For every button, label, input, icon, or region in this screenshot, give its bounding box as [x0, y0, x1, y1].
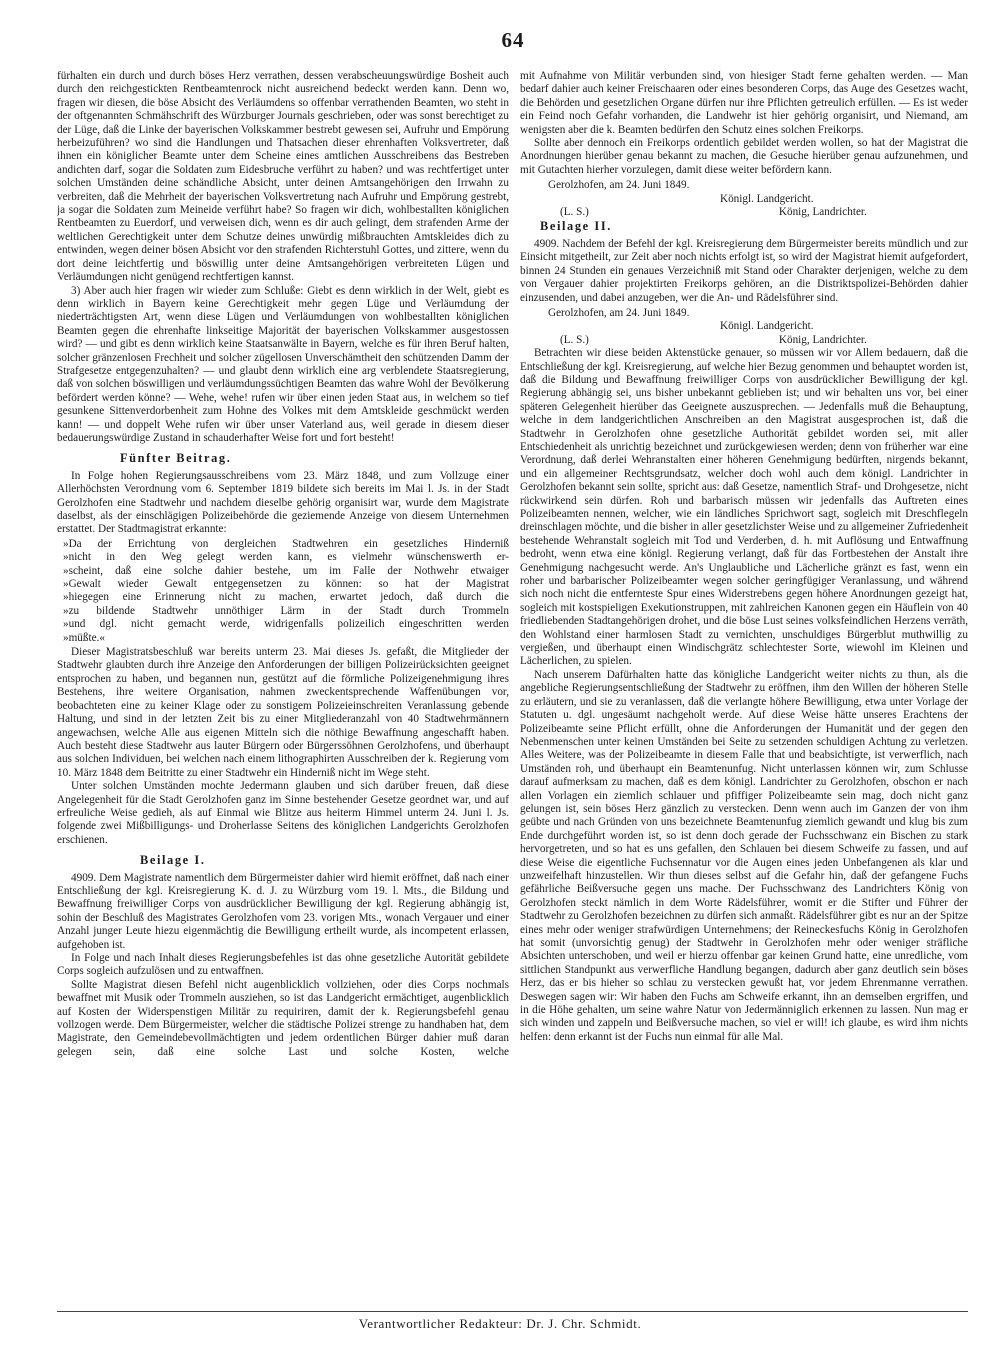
page-number: 64: [501, 28, 525, 52]
section-heading: Beilage II.: [540, 219, 612, 234]
article-paragraph: Betrachten wir diese beiden Aktenstücke genauer, so müssen wir vor Allem bedauern, daß die Entschließung der kgl. Kreisregierung, auf welche hier Bezug genommen und behauptet worden ist, daß die Bildung und Bewaffnung freiwilliger Corps von ausdrücklicher Bewilligung der kgl. Regierung abhängig sei, uns bisher unbekannt geblieben ist; und wir behalten uns vor, bei einer späteren Gelegenheit hierüber das Geeignete auszusprechen. — Jedenfalls muß die Behauptung, welche in dem landgerichtlichen Anschreiben an den Magistrat ausgesprochen ist, daß die Stadtwehr in Gerolzhofen ohne gesetzliche Authorität gebildet worden sei, mit aller Entschiedenheit als unrichtig bezeichnet und zurückgewiesen werden; denn von früherher war eine Verordnung, daß derlei Wehranstalten einer höheren Genehmigung bedürften, nirgends bekannt, und ein allgemeiner Rechtsgrundsatz, welcher doch wohl auch dem königl. Landrichter in Gerolzhofen bekannt sein sollte, spricht aus: daß Gesetze, namentlich Straf- und Drohgesetze, nicht rückwirkend sein dürfen. Roh und barbarisch müssen wir jedenfalls das Auftreten eines Polizeibeamten nennen, welcher, wie ein ländliches Sprichwort sagt, sogleich mit Dreschflegeln dreinschlagen möchte, und die bisher in aller gesetzlichster Weise und zu allgemeiner Zufriedenheit bestehende Wehranstalt sogleich mit Tod und Verderben, d. h. mit Auflösung und Entwaffnung bedroht, wenn etwa eine königl. Regierung verlangt, daß für das Fortbestehen der Anstalt ihre Genehmigung nachgesucht werde. An's Unglaubliche und Lächerliche gränzt es fast, wenn ein roher und barbarischer Polizeibeamter wegen solcher geringfügiger Veranlassung, und während sich noch nicht die entfernteste Spur eines Widerstrebens gegen höhere Anordnungen gezeigt hat, sogleich mit kostspieligen Exekutionstruppen, mit zahlreichen Kanonen gegen ein Häuflein von 40 friedliebenden Stadtangehörigen drohet, und die böse Lust seines volksfeindlichen Herzens verräth, den Wohlstand einer harmlosen Stadt zu vernichten, unschuldiges Bürgerblut muthwillig zu vergießen, und überhaupt einen Windischgrätz schlechtester Sorte, wiewohl im Kleinen und Lächerlichen, zu spielen.: [520, 347, 968, 668]
seal-mark: (L. S.): [560, 206, 589, 219]
section-heading: Fünfter Beitrag.: [120, 451, 232, 466]
signer-name: König, Landrichter.: [778, 333, 867, 346]
signature-row: [520, 334, 968, 347]
article-paragraph: In Folge hohen Regierungsausschreibens vom 23. März 1848, und zum Vollzuge einer Allerhöchsten Verordnung vom 6. September 1819 bildete sich bereits im Mai l. Js. in der Stadt Gerolzhofen eine Stadtwehr und nachdem dieselbe gehörig organisirt war, wurde dem Magistrate daselbst, als der einschlägigen Polizeibehörde die geziemende Anzeige von diesem Unternehmen erstattet. Der Stadtmagistrat erkannte:: [57, 469, 509, 536]
quote-line: »Da der Errichtung von dergleichen Stadtwehren ein gesetzliches Hinderniß: [63, 537, 509, 550]
signature-place-date: Gerolzhofen, am 24. Juni 1849.: [548, 179, 690, 192]
section-heading: Beilage I.: [140, 853, 206, 868]
article-paragraph: Sollte Magistrat diesen Befehl nicht augenblicklich vollziehen, oder dies Corps nochmals bewaffnet mit Musik oder Trommeln ausziehen, so ist das Landgericht ermächtiget, augenblicklich auf Kosten der Widerspenstigen Militär zu requiriren, damit der k. Regierungsbefehl genau vollzogen werde. Dem Bürgermeister, welcher die städtische Polizei strenge zu handhaben hat, dem Magistrate, den Gemeindebevollmächtigten und jedem ordentlichen Bürger dahier muß daran gelegen sein, daß eine solche Last und solche Kosten, welche: [57, 978, 509, 1058]
article-paragraph: Sollte aber dennoch ein Freikorps ordentlich gebildet werden wollen, so hat der Magistrat die Anordnungen hierüber genau bekannt zu machen, die Gesuche hierüber genau aufzunehmen, und mit Gutachten hierher vorzulegen, damit diese weiter befördern kann.: [520, 137, 968, 176]
signature-place-date: Gerolzhofen, am 24. Juni 1849.: [548, 306, 690, 319]
footer-rule: [57, 1311, 968, 1312]
article-paragraph: Unter solchen Umständen mochte Jedermann glauben und sich darüber freuen, daß diese Angelegenheit für die Stadt Gerolzhofen ganz im Sinne bestehender Gesetze geordnet war, und auf erfreuliche Weise gedieh, als auf Einmal wie Blitze aus heiterm Himmel unterm 24. Juni l. Js. folgende zwei Mißbilligungs- und Droherlasse Seitens des königlichen Landgerichts Gerolzhofen erschienen.: [57, 780, 509, 846]
quote-line: »Gewalt wieder Gewalt entgegensetzen zu können: so hat der Magistrat: [63, 578, 509, 591]
quote-line: »müßte.«: [63, 631, 105, 644]
left-column: [57, 70, 509, 1306]
right-column: [520, 70, 968, 1306]
article-paragraph: In Folge und nach Inhalt dieses Regierungsbefehles ist das ohne gesetzliche Autorität gebildete Corps sogleich aufzulösen und zu entwaffnen.: [57, 952, 509, 978]
signer-name: König, Landrichter.: [778, 206, 867, 219]
quote-line: »zu bildende Stadtwehr unnöthiger Lärm in der Stadt durch Trommeln: [63, 604, 509, 617]
quote-line: »scheint, daß eine solche dahier bestehe, um im Falle der Nothwehr etwaiger: [63, 564, 509, 577]
quote-line: »nicht in den Weg gelegt werden kann, es vielmehr wünschenswerth er-: [63, 551, 509, 564]
quote-line: »und dgl. nicht gemacht werde, widrigenfalls polizeilich eingeschritten werden: [63, 618, 509, 631]
signature-row: [520, 206, 968, 219]
signature-court: Königl. Landgericht.: [720, 320, 814, 333]
signature-court: Königl. Landgericht.: [720, 192, 814, 205]
article-paragraph: Nach unserem Dafürhalten hatte das königliche Landgericht weiter nichts zu thun, als die angebliche Regierungsentschließung der Stadtwehr zu eröffnen, ihm den Willen der höheren Stelle zu erläutern, und sie zu veranlassen, daß die verlangte höhere Bewilligung, etwa unter Vorlage der Statuten u. dgl. ungesäumt nachgeholt werde. Auf diese Weise hätte unseres Erachtens der Polizeibeamte seine Pflicht erfüllt, ohne die Anforderungen der Humanität und der gegen den Nebenmenschen unter keinen Umständen bei Seite zu setzenden schuldigen Achtung zu verletzen. Alles Weitere, was der Polizeibeamte in diesem Falle that und beabsichtigte, ist verwerflich, nach Umständen roh, und überhaupt ein Beamtenunfug. Nicht unterlassen können wir, zum Schlusse darauf aufmerksam zu machen, daß es dem königl. Landrichter zu Gerolzhofen, obschon er nach allen Vorlagen ein ziemlich schlauer und pfiffiger Polizeibeamte sein mag, doch nicht ganz gelungen ist, sein böses Herz gänzlich zu verstecken. Denn wenn auch im Ganzen der von ihm geübte und nach Gründen von uns bezeichnete Beamtenunfug ziemlich gewandt und klug bis zum Ende durchgeführt worden ist, so ist denn doch gerade der Fuchsschwanz ein Bischen zu stark hervorgetreten, und so hat es uns gefallen, den Schlauen bei diesem Schweife zu fassen, und auf diese Weise die eigentliche Fuchsennatur vor die Augen eines jeden Unbefangenen als klar und unzweifelhaft hinzustellen. Wir thun dieses selbst auf die Gefahr hin, daß der gefangene Fuchs gefährliche Beißversuche gegen uns mache. Der Fuchsschwanz des Landrichters König von Gerolzhofen steckt nämlich in dem Worte Rädelsführer, womit er die Stifter und Führer der Stadtwehr zu Gerolzhofen bezeichnen zu dürfen sich anmaßt. Rädelsführer gibt es nur an der Spitze eines mehr oder weniger strafwürdigen Unternehmens; der Reineckesfuchs König in Gerolzhofen hat somit (unvorsichtig genug) der Stadtwehr in Gerolzhofen mehr oder weniger sträfliche Absichten unterschoben, und weil er hierzu offenbar gar keinen Grund hatte, eine unredliche, vom sittlichen Standpunkt aus verwerfliche Handlung begangen, dadurch aber ganz deutlich sein böses Herz, das er bis hieher so schlau zu verstecken gewußt hat, vor jedem Ehrenmanne verrathen. Deswegen sagen wir: Wir haben den Fuchs am Schweife erkannt, ihn an demselben ergriffen, und in die Höhe gehalten, um seine wahre Natur von Jedermänniglich erkennen zu lassen. Nun mag er sich winden und zappeln und Beißversuche machen, so viel er will! ich glaube, es wird ihm nichts helfen: denn erkannt ist der Fuchs nun einmal für alle Mal.: [520, 668, 968, 1043]
article-paragraph: 4909. Nachdem der Befehl der kgl. Kreisregierung dem Bürgermeister bereits mündlich und zur Einsicht mitgetheilt, zur Zeit aber noch nichts erfolgt ist, so wird der Magistrat hiemit aufgefordert, binnen 24 Stunden ein genaues Verzeichniß mit Stand oder Charakter derjenigen, welche zu dem von Vergauer dahier projektirten Freikorps gehören, an die Distriktspolizei-Behörden dahier einzusenden, und dabei anzugeben, wer die An- und Rädelsführer sind.: [520, 237, 968, 304]
quote-line: »hiegegen eine Erinnerung nicht zu machen, erwartet jedoch, daß durch die: [63, 591, 509, 604]
article-paragraph: 4909. Dem Magistrate namentlich dem Bürgermeister dahier wird hiemit eröffnet, daß nach einer Entschließung der kgl. Kreisregierung K. d. J. zu Würzburg vom 19. l. Mts., die Bildung und Bewaffnung freiwilliger Corps von ausdrücklicher Bewilligung der kgl. Regierung abhängig ist, sohin der Beschluß des Magistrates Gerolzhofen vom 23. vorigen Mts., wonach Vergauer und einer Anzahl junger Leute hiezu eigenmächtig die Bewilligung ertheilt wurde, als incompetent erlassen, aufgehoben ist.: [57, 871, 509, 951]
article-paragraph: mit Aufnahme von Militär verbunden sind, von hiesiger Stadt ferne gehalten werden. — Man bedarf dahier auch keiner Freischaaren oder eines besonderen Corps, das Auge des Gesetzes wacht, die Behörden und gesetzlichen Organe dürfen nur ihre Pflichten getreulich erfüllen. — Es ist weder ein Feind noch Gefahr vorhanden, die Landwehr ist hier gehörig organisirt, und Niemand, am wenigsten aber die k. Beamten bedürfen den Schutz eines solchen Freikorps.: [520, 70, 968, 136]
seal-mark: (L. S.): [560, 333, 589, 346]
editor-footer: Verantwortlicher Redakteur: Dr. J. Chr. Schmidt.: [358, 1316, 642, 1331]
article-paragraph: fürhalten ein durch und durch böses Herz verrathen, dessen verabscheuungswürdige Bosheit auch durch den reichgestickten Rentbeamtenrock nicht ausreichend bedeckt werden kann. Denn wo, fragen wir diesen, die böse Absicht des Verläumdens so offenbar verrathenden Beamten, wo steht in der oftgenannten Schmähschrift des Würzburger Journals geschrieben, oder was sonst berechtiget zu der Lüge, daß die Linke der bayerischen Volkskammer bestrebt gewesen sei, Aufruhr und Empörung herbeizuführen? wo sind die Handlungen und Thatsachen dieser ehrenhaften Volksvertreter, daß ihnen ein königlicher Beamte unter dem Scheine eines amtlichen Ausschreibens das Bestreben andichten darf, sogar die Soldaten zum Eidesbruche verführt zu haben? und was rechtfertiget unter solchen Umständen deine schändliche Absicht, unter deinen Amtsangehörigen den Irrwahn zu verbreiten, daß die Mehrheit der bayerischen Volksvertretung nach Aufruhr und Empörung gestrebt, ja sogar die Soldaten zum Meineide verführt habe? So fragen wir dich, wohlbestallten königlichen Rentbeamten zu Euerdorf, und verweisen dich, wenn es dir auch gelingt, dem strafenden Arme der weltlichen Gerechtigkeit unter dem Schutze deines unwürdig mißbrauchten Amtskleides dich zu entwinden, wegen deiner bösen Absicht vor den strafenden Richterstuhl Gottes, und zittere, wenn du dort deine leichtfertig und böswillig unter deine Amtsangehörigen verbreiteten Lügen und Verläumdungen nicht genügend rechtfertigen kannst.: [57, 70, 509, 284]
article-paragraph: 3) Aber auch hier fragen wir wieder zum Schluße: Giebt es denn wirklich in der Welt, giebt es denn wirklich in Bayern keine Gerechtigkeit mehr gegen Lüge und Verläumdung der niederträchtigsten Art, wenn diese Lügen und Verläumdungen von wohlbestallten königlichen Beamten gegen die ehrenhafte linkseitige Majorität der bayerischen Volkskammer ausgestossen wird? — und gibt es denn wirklich keine Staatsanwälte in Bayern, welche es für ihren Beruf halten, solcher gränzenlosen Frechheit und solcher zügellosen Unverschämtheit den schützenden Damm der Strafgesetze entgegenzuhalten? — und glaubt denn wirklich eine arg verblendete Staatsregierung, daß von solchen böswilligen und verläumdungssüchtigen Beamten das wahre Wohl der Bevölkerung befördert werden könne? — Wehe, wehe! rufen wir über einen jeden Staat aus, in welchem so tief gesunkene Sittenverdorbenheit zum Hohne des Volkes mit dem Amtskleide geschmückt werden kann! — und doppelt Wehe rufen wir über unser Vaterland aus, weil gerade in diesem dieser bedauerungswürdige Zustand in schauderhafter Weise fort und fort besteht!: [57, 284, 509, 444]
article-paragraph: Dieser Magistratsbeschluß war bereits unterm 23. Mai dieses Js. gefaßt, die Mitglieder der Stadtwehr glaubten durch ihre Anzeige den Anforderungen der billigen Polizeirücksichten geeignet entsprochen zu haben, und begannen nun, gestützt auf die förmliche Polizeigenehmigung ihres Bestehens, ihre weitere Organisation, nahmen zweckentsprechende Waffenübungen vor, beobachteten eine zu keiner Klage oder zu sonstigem Polizeieinschreiten Veranlassung gebende Haltung, und sind in der letzten Zeit bis zu einer Mitgliederanzahl von 40 Stadtwehrmännern angewachsen, welche Alle aus eigenen Mitteln sich die nöthige Bewaffnung angeschafft haben. Auch besteht diese Stadtwehr aus lauter Bürgern oder Bürgerssöhnen Gerolzhofens, und überhaupt aus solchen Individuen, bei welchen nach einem lithographirten Ausschreiben der k. Regierung vom 10. März 1848 dem Beitritte zu einer Stadtwehr ein Hinderniß nicht im Wege steht.: [57, 646, 509, 779]
quote-block: [57, 538, 509, 645]
